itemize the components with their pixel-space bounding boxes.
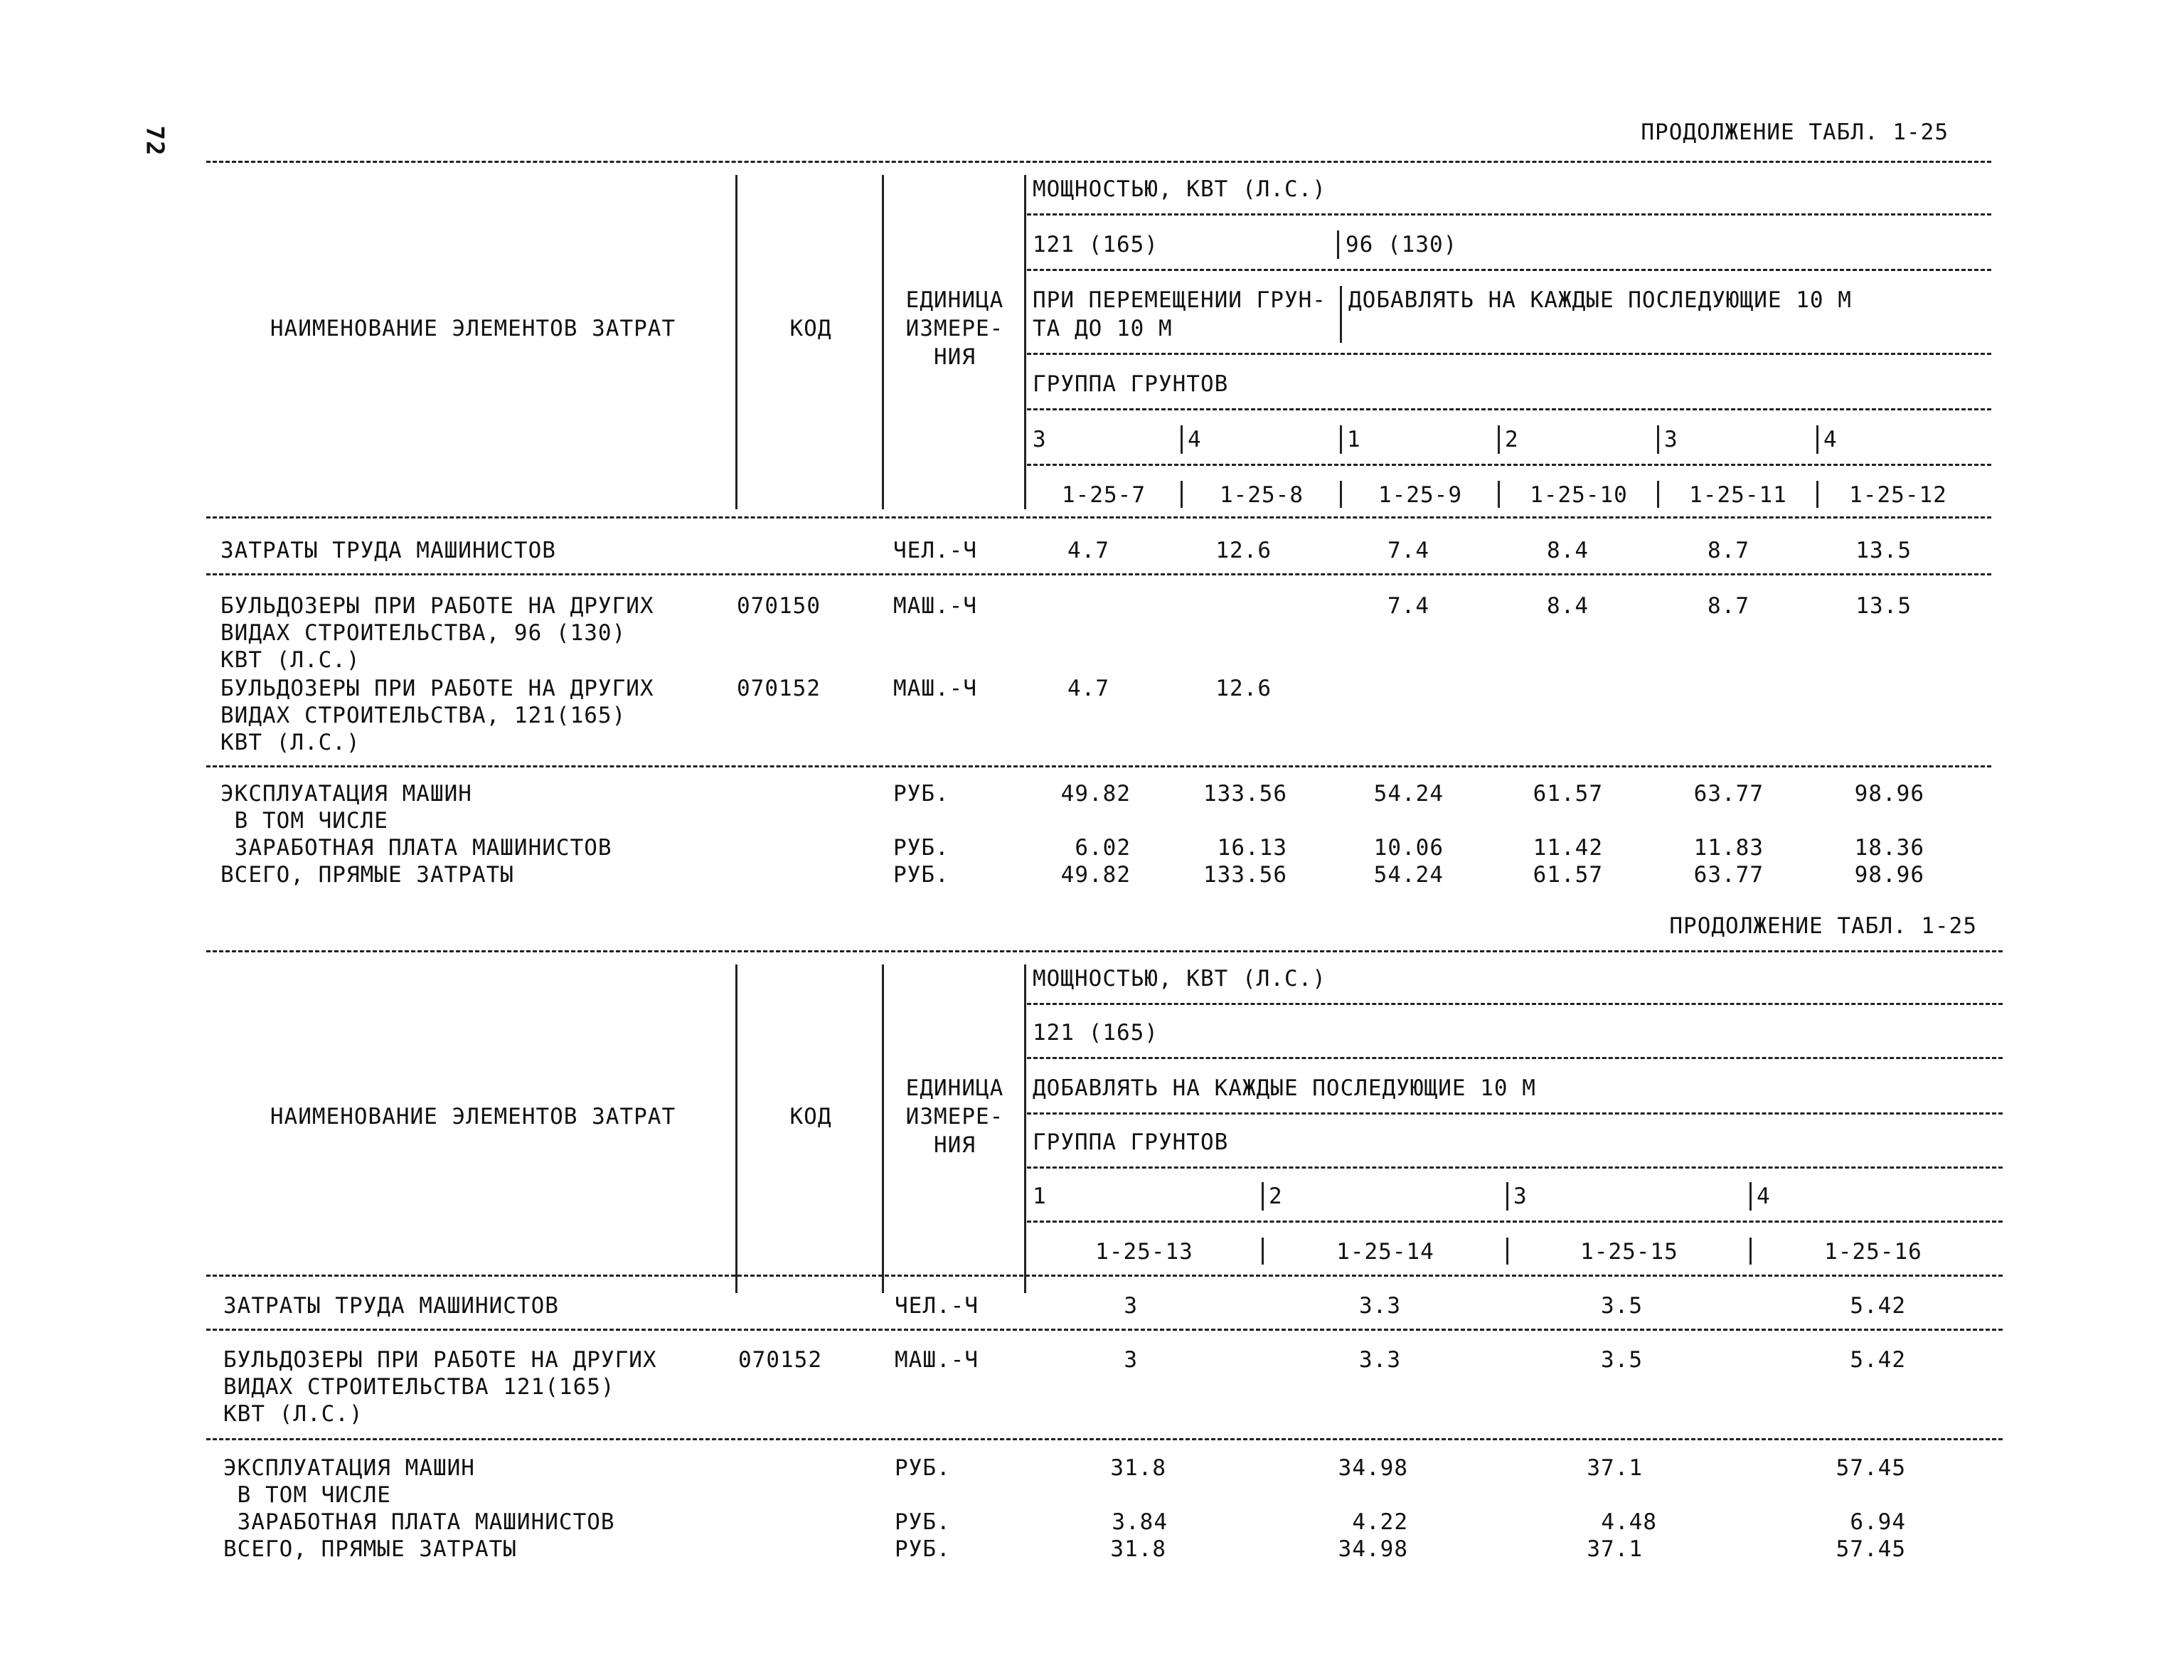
table1-row-wages-val-2: 16.13 xyxy=(1217,835,1287,861)
table2-group-2: 2 xyxy=(1269,1184,1283,1209)
table1-row-bulldozer121-name-1: БУЛЬДОЗЕРЫ ПРИ РАБОТЕ НА ДРУГИХ xyxy=(220,676,654,701)
table2-row-bulldozer121-name-2: ВИДАХ СТРОИТЕЛЬСТВА 121(165) xyxy=(223,1374,615,1400)
table1-row-wages-name: ЗАРАБОТНАЯ ПЛАТА МАШИНИСТОВ xyxy=(220,835,612,861)
table1-unit-header-line2: ИЗМЕРЕ- xyxy=(905,316,1004,341)
table1-power-label: МОЩНОСТЬЮ, КВТ (Л.С.) xyxy=(1033,176,1326,202)
table2-name-column-header: НАИМЕНОВАНИЕ ЭЛЕМЕНТОВ ЗАТРАТ xyxy=(270,1104,676,1129)
table1-row-total-unit: РУБ. xyxy=(893,862,949,888)
table1-col-code-1: 1-25-7 xyxy=(1062,482,1146,508)
table1-row-labor-val-4: 8.4 xyxy=(1547,538,1589,563)
page-number: 72 xyxy=(140,125,169,156)
table1-row-wages-unit: РУБ. xyxy=(893,835,949,861)
table1-group-5: 3 xyxy=(1664,427,1678,452)
table2-row-including-name: В ТОМ ЧИСЛЕ xyxy=(223,1482,391,1508)
table2-col-code-1: 1-25-13 xyxy=(1095,1239,1193,1265)
table1-power-a: 121 (165) xyxy=(1033,232,1158,257)
table1-row-labor-name: ЗАТРАТЫ ТРУДА МАШИНИСТОВ xyxy=(220,538,556,563)
table2-row-wages-val-1: 3.84 xyxy=(1112,1509,1168,1535)
table1-row-including-name: В ТОМ ЧИСЛЕ xyxy=(220,808,388,834)
table2-name-code-divider xyxy=(735,964,737,1293)
table1-code-divider-3 xyxy=(1340,481,1342,508)
table2-row-bulldozer121-unit: МАШ.-Ч xyxy=(895,1347,979,1373)
table2-group-4: 4 xyxy=(1757,1184,1771,1209)
table1-col-code-5: 1-25-11 xyxy=(1689,482,1787,508)
table2-row-labor-unit: ЧЕЛ.-Ч xyxy=(895,1293,979,1319)
table1-row-bulldozer121-val-2: 12.6 xyxy=(1215,676,1272,701)
table1-row-labor-unit: ЧЕЛ.-Ч xyxy=(893,538,977,563)
table2-row-labor-name: ЗАТРАТЫ ТРУДА МАШИНИСТОВ xyxy=(223,1293,559,1319)
table2-row-bulldozer121-val-1: 3 xyxy=(1124,1347,1138,1373)
table2-row-operation-unit: РУБ. xyxy=(895,1455,951,1481)
table1-header-rule-1 xyxy=(1027,213,1991,216)
table1-rule-after-labor xyxy=(206,573,1991,575)
table2-row-bulldozer121-val-2: 3.3 xyxy=(1359,1347,1401,1373)
table2-add-label: ДОБАВЛЯТЬ НА КАЖДЫЕ ПОСЛЕДУЮЩИЕ 10 М xyxy=(1033,1075,1536,1101)
table1-row-wages-val-3: 10.06 xyxy=(1373,835,1444,861)
table1-group-divider-5 xyxy=(1657,425,1659,454)
table2-power-label: МОЩНОСТЬЮ, КВТ (Л.С.) xyxy=(1033,966,1326,991)
table1-row-labor-val-3: 7.4 xyxy=(1387,538,1429,563)
table1-group-4: 2 xyxy=(1505,427,1519,452)
table2-row-labor-val-2: 3.3 xyxy=(1359,1293,1401,1319)
table2-row-total-unit: РУБ. xyxy=(895,1536,951,1562)
table1-row-operation-val-1: 49.82 xyxy=(1060,781,1131,807)
table2-row-operation-val-4: 57.45 xyxy=(1836,1455,1906,1481)
table1-header-rule-4 xyxy=(1027,408,1991,410)
table1-col-code-6: 1-25-12 xyxy=(1849,482,1947,508)
table2-header-rule-1 xyxy=(1027,1003,2003,1005)
table1-row-total-val-5: 63.77 xyxy=(1693,862,1764,888)
table1-row-bulldozer96-unit: МАШ.-Ч xyxy=(893,593,977,619)
table2-col-code-2: 1-25-14 xyxy=(1336,1239,1434,1265)
table1-col-code-2: 1-25-8 xyxy=(1220,482,1304,508)
table1-move-label-line2: ТА ДО 10 М xyxy=(1033,316,1173,341)
table2-row-total-val-4: 57.45 xyxy=(1836,1536,1906,1562)
table1-row-bulldozer96-name-2: ВИДАХ СТРОИТЕЛЬСТВА, 96 (130) xyxy=(220,620,627,646)
table2-row-operation-val-3: 37.1 xyxy=(1587,1455,1643,1481)
table2-row-wages-unit: РУБ. xyxy=(895,1509,951,1535)
table1-row-operation-val-4: 61.57 xyxy=(1533,781,1603,807)
table1-code-divider-5 xyxy=(1657,481,1659,508)
table1-row-wages-val-5: 11.83 xyxy=(1693,835,1764,861)
table1-group-divider-3 xyxy=(1340,425,1342,454)
table1-row-bulldozer121-name-2: ВИДАХ СТРОИТЕЛЬСТВА, 121(165) xyxy=(220,703,627,728)
table1-row-bulldozer96-name-1: БУЛЬДОЗЕРЫ ПРИ РАБОТЕ НА ДРУГИХ xyxy=(220,593,654,619)
table1-unit-data-divider xyxy=(1024,175,1026,509)
table1-add-label: ДОБАВЛЯТЬ НА КАЖДЫЕ ПОСЛЕДУЮЩИЕ 10 М xyxy=(1348,287,1852,313)
table1-row-operation-unit: РУБ. xyxy=(893,781,949,807)
table2-row-wages-val-3: 4.48 xyxy=(1601,1509,1657,1535)
table2-row-bulldozer121-name-1: БУЛЬДОЗЕРЫ ПРИ РАБОТЕ НА ДРУГИХ xyxy=(223,1347,657,1373)
table1-code-divider-2 xyxy=(1181,481,1183,508)
table1-header-rule-2 xyxy=(1027,269,1991,271)
table1-row-bulldozer121-unit: МАШ.-Ч xyxy=(893,676,977,701)
table1-top-rule xyxy=(206,161,1991,163)
table2-row-total-val-3: 37.1 xyxy=(1587,1536,1643,1562)
table1-name-column-header: НАИМЕНОВАНИЕ ЭЛЕМЕНТОВ ЗАТРАТ xyxy=(270,316,676,341)
table1-row-total-val-1: 49.82 xyxy=(1060,862,1131,888)
table1-row-bulldozer96-val-4: 8.4 xyxy=(1547,593,1589,619)
table1-row-bulldozer96-val-5: 8.7 xyxy=(1708,593,1749,619)
table2-row-wages-val-4: 6.94 xyxy=(1850,1509,1906,1535)
table1-power-b: 96 (130) xyxy=(1346,232,1458,257)
table1-group-label: ГРУППА ГРУНТОВ xyxy=(1033,371,1229,397)
table1-row-bulldozer121-code: 070152 xyxy=(737,676,821,701)
table2-header-rule-5 xyxy=(1027,1221,2003,1223)
table1-group-3: 1 xyxy=(1347,427,1361,452)
table1-unit-header-line1: ЕДИНИЦА xyxy=(905,287,1004,313)
table2-row-total-val-1: 31.8 xyxy=(1110,1536,1166,1562)
table1-caption: ПРОДОЛЖЕНИЕ ТАБЛ. 1-25 xyxy=(1641,119,1949,145)
table1-group-divider-4 xyxy=(1498,425,1500,454)
table1-unit-header-line3: НИЯ xyxy=(934,344,976,370)
table2-rule-after-labor xyxy=(206,1329,2003,1331)
table2-power-a: 121 (165) xyxy=(1033,1020,1158,1046)
table2-row-bulldozer121-name-3: КВТ (Л.С.) xyxy=(223,1401,363,1427)
table1-power-divider xyxy=(1337,230,1339,259)
table1-row-bulldozer121-val-1: 4.7 xyxy=(1067,676,1109,701)
table1-rule-before-costs xyxy=(206,765,1991,767)
table1-row-operation-val-3: 54.24 xyxy=(1373,781,1444,807)
table1-row-labor-val-2: 12.6 xyxy=(1215,538,1272,563)
table1-row-bulldozer121-name-3: КВТ (Л.С.) xyxy=(220,730,361,755)
table2-header-rule-2 xyxy=(1027,1057,2003,1059)
table1-row-total-val-6: 98.96 xyxy=(1854,862,1924,888)
table2-unit-header-line3: НИЯ xyxy=(934,1132,976,1158)
table2-code-divider-3 xyxy=(1506,1238,1508,1265)
table1-row-bulldozer96-code: 070150 xyxy=(737,593,821,619)
table1-code-divider-6 xyxy=(1816,481,1818,508)
table1-group-divider-2 xyxy=(1181,425,1183,454)
table2-row-bulldozer121-code: 070152 xyxy=(738,1347,822,1373)
table2-group-divider-3 xyxy=(1506,1182,1508,1211)
table2-group-divider-2 xyxy=(1262,1182,1264,1211)
table2-row-labor-val-3: 3.5 xyxy=(1601,1293,1643,1319)
table2-code-divider-2 xyxy=(1262,1238,1264,1265)
table1-row-labor-val-5: 8.7 xyxy=(1708,538,1749,563)
table2-group-3: 3 xyxy=(1513,1184,1528,1209)
table1-group-1: 3 xyxy=(1033,427,1047,452)
table2-row-wages-val-2: 4.22 xyxy=(1352,1509,1408,1535)
table2-row-operation-val-1: 31.8 xyxy=(1110,1455,1166,1481)
table1-row-bulldozer96-val-6: 13.5 xyxy=(1855,593,1912,619)
table2-col-code-4: 1-25-16 xyxy=(1824,1239,1922,1265)
table1-col-code-3: 1-25-9 xyxy=(1378,482,1462,508)
table2-unit-header-line1: ЕДИНИЦА xyxy=(905,1075,1004,1101)
table2-code-unit-divider xyxy=(882,964,884,1293)
table1-code-column-header: КОД xyxy=(789,316,832,341)
table2-row-total-name: ВСЕГО, ПРЯМЫЕ ЗАТРАТЫ xyxy=(223,1536,517,1562)
table2-col-code-3: 1-25-15 xyxy=(1580,1239,1678,1265)
table1-code-unit-divider xyxy=(882,175,884,509)
table1-header-rule-3 xyxy=(1027,353,1991,355)
table1-row-total-val-2: 133.56 xyxy=(1203,862,1287,888)
table1-code-divider-4 xyxy=(1498,481,1500,508)
table1-row-total-name: ВСЕГО, ПРЯМЫЕ ЗАТРАТЫ xyxy=(220,862,514,888)
table1-row-operation-name: ЭКСПЛУАТАЦИЯ МАШИН xyxy=(220,781,472,807)
table1-row-labor-val-1: 4.7 xyxy=(1067,538,1109,563)
table2-code-divider-4 xyxy=(1749,1238,1752,1265)
table1-col-code-4: 1-25-10 xyxy=(1530,482,1628,508)
table2-row-total-val-2: 34.98 xyxy=(1338,1536,1408,1562)
table1-move-add-divider xyxy=(1340,286,1342,343)
table2-rule-before-costs xyxy=(206,1438,2003,1440)
table2-unit-header-line2: ИЗМЕРЕ- xyxy=(905,1104,1004,1129)
table1-row-operation-val-2: 133.56 xyxy=(1203,781,1287,807)
table1-move-label-line1: ПРИ ПЕРЕМЕЩЕНИИ ГРУН- xyxy=(1033,287,1326,313)
table2-group-label: ГРУППА ГРУНТОВ xyxy=(1033,1129,1229,1155)
table2-row-labor-val-1: 3 xyxy=(1124,1293,1138,1319)
table1-row-labor-val-6: 13.5 xyxy=(1855,538,1912,563)
table2-code-column-header: КОД xyxy=(789,1104,832,1129)
table2-row-labor-val-4: 5.42 xyxy=(1850,1293,1906,1319)
table1-row-wages-val-6: 18.36 xyxy=(1854,835,1924,861)
table2-row-operation-val-2: 34.98 xyxy=(1338,1455,1408,1481)
table1-row-operation-val-5: 63.77 xyxy=(1693,781,1764,807)
table1-name-code-divider xyxy=(735,175,737,509)
table2-row-bulldozer121-val-4: 5.42 xyxy=(1850,1347,1906,1373)
table1-row-operation-val-6: 98.96 xyxy=(1854,781,1924,807)
table2-top-rule xyxy=(206,950,2003,952)
table1-group-divider-6 xyxy=(1816,425,1818,454)
table2-group-divider-4 xyxy=(1749,1182,1752,1211)
table1-row-bulldozer96-val-3: 7.4 xyxy=(1387,593,1429,619)
table1-group-6: 4 xyxy=(1823,427,1838,452)
table2-header-rule-3 xyxy=(1027,1112,2003,1115)
table2-row-bulldozer121-val-3: 3.5 xyxy=(1601,1347,1643,1373)
table1-row-wages-val-1: 6.02 xyxy=(1075,835,1131,861)
table2-row-operation-name: ЭКСПЛУАТАЦИЯ МАШИН xyxy=(223,1455,475,1481)
table1-row-total-val-3: 54.24 xyxy=(1373,862,1444,888)
table1-header-bottom-rule xyxy=(206,516,1991,519)
table1-row-bulldozer96-name-3: КВТ (Л.С.) xyxy=(220,647,361,673)
table2-caption: ПРОДОЛЖЕНИЕ ТАБЛ. 1-25 xyxy=(1669,913,1977,939)
table2-group-1: 1 xyxy=(1033,1184,1047,1209)
table1-group-2: 4 xyxy=(1188,427,1202,452)
table1-header-rule-5 xyxy=(1027,464,1991,466)
table1-row-total-val-4: 61.57 xyxy=(1533,862,1603,888)
table2-row-wages-name: ЗАРАБОТНАЯ ПЛАТА МАШИНИСТОВ xyxy=(223,1509,615,1535)
table2-header-bottom-rule xyxy=(206,1275,2003,1277)
table1-row-wages-val-4: 11.42 xyxy=(1533,835,1603,861)
table2-unit-data-divider xyxy=(1024,964,1026,1293)
table2-header-rule-4 xyxy=(1027,1166,2003,1169)
